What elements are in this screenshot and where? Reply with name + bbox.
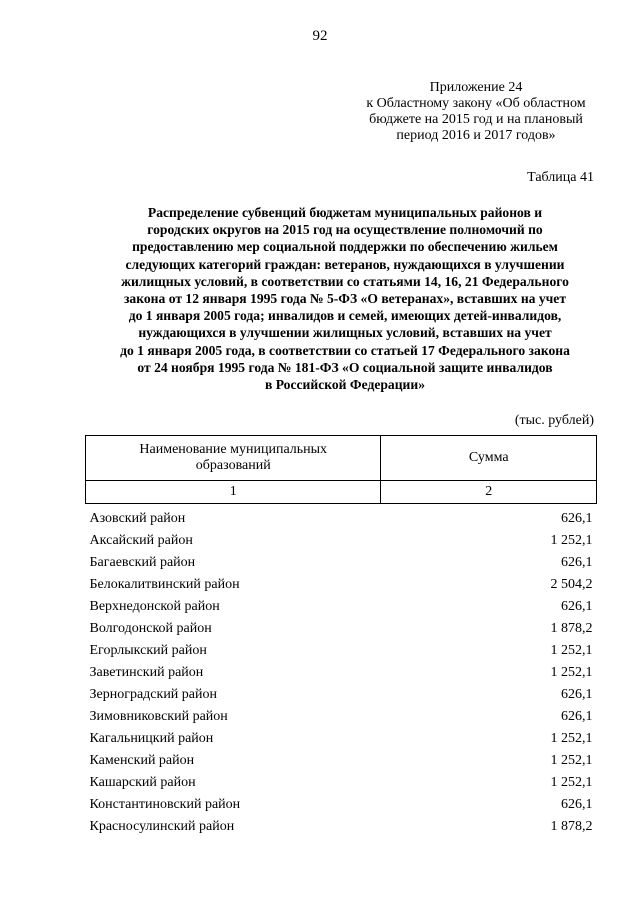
document-heading (80, 204, 610, 393)
subvention-sum: 1 878,2 (550, 621, 593, 636)
appendix-line: бюджете на 2015 год и на плановый (369, 112, 583, 127)
header-sum: Сумма (381, 436, 597, 481)
column-number: 2 (381, 481, 597, 504)
appendix-line: Приложение 24 (429, 80, 523, 95)
municipality-name: Каменский район (89, 753, 195, 768)
municipality-name: Азовский район (89, 511, 186, 526)
table-row (86, 684, 597, 706)
subvention-sum: 1 252,1 (550, 665, 593, 680)
subvention-sum: 1 252,1 (550, 643, 593, 658)
units-label: (тыс. рублей) (514, 413, 594, 428)
heading-line: городских округов на 2015 год на осуществление полномочий по (147, 222, 543, 238)
header-municipality-line: образований (195, 458, 271, 473)
subvention-sum: 626,1 (561, 599, 593, 614)
header-municipality (86, 436, 381, 481)
heading-line: закона от 12 января 1995 года № 5-ФЗ «О ветеранах», вставших на учет (123, 291, 567, 307)
table-row (86, 574, 597, 596)
heading-line: нуждающихся в улучшении жилищных условий, вставших на учет (138, 325, 552, 341)
table-row (86, 772, 597, 794)
table-header-row (86, 436, 597, 481)
heading-line: предоставлению мер социальной поддержки по обеспечению жильем (132, 239, 558, 255)
page-number: 92 (312, 28, 328, 44)
municipality-name: Волгодонской район (89, 621, 212, 636)
subvention-sum: 2 504,2 (550, 577, 593, 592)
municipality-name: Аксайский район (89, 533, 193, 548)
municipality-name: Егорлыкский район (89, 643, 207, 658)
header-municipality-line: Наименование муниципальных (139, 442, 328, 457)
subvention-sum: 1 252,1 (550, 533, 593, 548)
table-number: Таблица 41 (527, 170, 594, 185)
heading-line: до 1 января 2005 года; инвалидов и семей, имеющих детей-инвалидов, (128, 308, 562, 324)
subvention-sum: 1 252,1 (550, 775, 593, 790)
table-row (86, 640, 597, 662)
subvention-sum: 1 252,1 (550, 731, 593, 746)
table-row (86, 552, 597, 574)
municipality-name: Заветинский район (89, 665, 204, 680)
table-row (86, 618, 597, 640)
subvention-sum: 626,1 (561, 687, 593, 702)
subvention-table (85, 435, 597, 838)
subvention-sum: 626,1 (561, 709, 593, 724)
appendix-line: к Областному закону «Об областном (366, 96, 586, 111)
column-number-row (86, 481, 597, 504)
heading-line: Распределение субвенций бюджетам муниципальных районов и (147, 205, 543, 220)
municipality-name: Красносулинский район (89, 819, 235, 834)
table-row (86, 596, 597, 618)
municipality-name: Кашарский район (89, 775, 196, 790)
appendix-note (356, 80, 596, 144)
heading-line: от 24 ноября 1995 года № 181-ФЗ «О социальной защите инвалидов (137, 359, 553, 375)
municipality-name: Белокалитвинский район (89, 577, 240, 592)
column-number: 1 (86, 481, 381, 504)
heading-line: в Российской Федерации» (264, 377, 426, 393)
subvention-sum: 626,1 (561, 797, 593, 812)
table-row (86, 728, 597, 750)
municipality-name: Константиновский район (89, 797, 241, 812)
table-row (86, 750, 597, 772)
heading-line: жилищных условий, в соответствии со статьями 14, 16, 21 Федерального (121, 273, 569, 289)
subvention-sum: 1 878,2 (550, 819, 593, 834)
table-row (86, 706, 597, 728)
appendix-line: период 2016 и 2017 годов» (396, 128, 556, 143)
table-row (86, 816, 597, 838)
municipality-name: Зимовниковский район (89, 709, 228, 724)
heading-line: до 1 января 2005 года, в соответствии со статьей 17 Федерального закона (120, 342, 570, 358)
municipality-name: Верхнедонской район (89, 599, 220, 614)
table-row (86, 530, 597, 552)
municipality-name: Кагальницкий район (89, 731, 214, 746)
heading-line: следующих категорий граждан: ветеранов, нуждающихся в улучшении (125, 256, 565, 272)
municipality-name: Зерноградский район (89, 687, 217, 702)
subvention-sum: 626,1 (561, 555, 593, 570)
table-row (86, 794, 597, 816)
table-row (86, 662, 597, 684)
table-row (86, 504, 597, 531)
subvention-sum: 1 252,1 (550, 753, 593, 768)
subvention-sum: 626,1 (561, 511, 593, 526)
municipality-name: Багаевский район (89, 555, 196, 570)
